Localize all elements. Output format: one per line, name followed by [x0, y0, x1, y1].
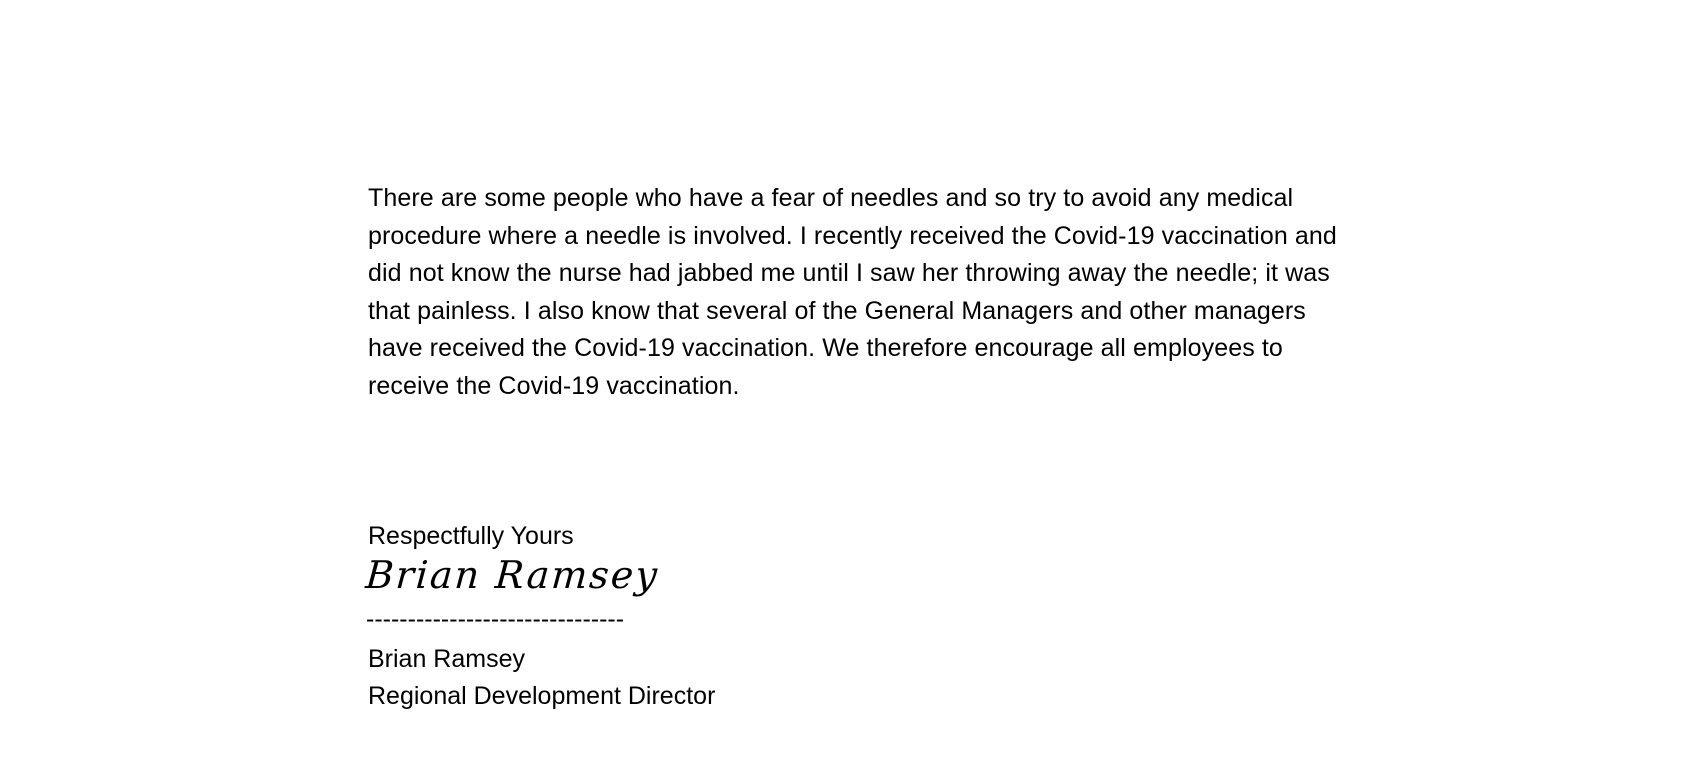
- paragraph-line: receive the Covid-19 vaccination.: [368, 371, 740, 400]
- closing-line: Respectfully Yours: [368, 522, 574, 550]
- paragraph-line: did not know the nurse had jabbed me until I saw her throwing away the needle; it was: [368, 259, 1330, 287]
- handwritten-signature: Brian Ramsey: [364, 553, 661, 597]
- signer-title: Regional Development Director: [368, 682, 716, 710]
- paragraph-line: There are some people who have a fear of needles and so try to avoid any medical: [368, 184, 1294, 212]
- signer-name: Brian Ramsey: [368, 645, 525, 673]
- paragraph-line: that painless. I also know that several of the General Managers and other managers: [368, 296, 1306, 325]
- signature-divider: -------------------------------: [366, 605, 625, 633]
- letter-body-paragraph: [368, 180, 1337, 405]
- paragraph-line: have received the Covid-19 vaccination. We therefore encourage all employees to: [368, 334, 1283, 362]
- paragraph-line: procedure where a needle is involved. I recently received the Covid-19 vaccination and: [368, 221, 1337, 250]
